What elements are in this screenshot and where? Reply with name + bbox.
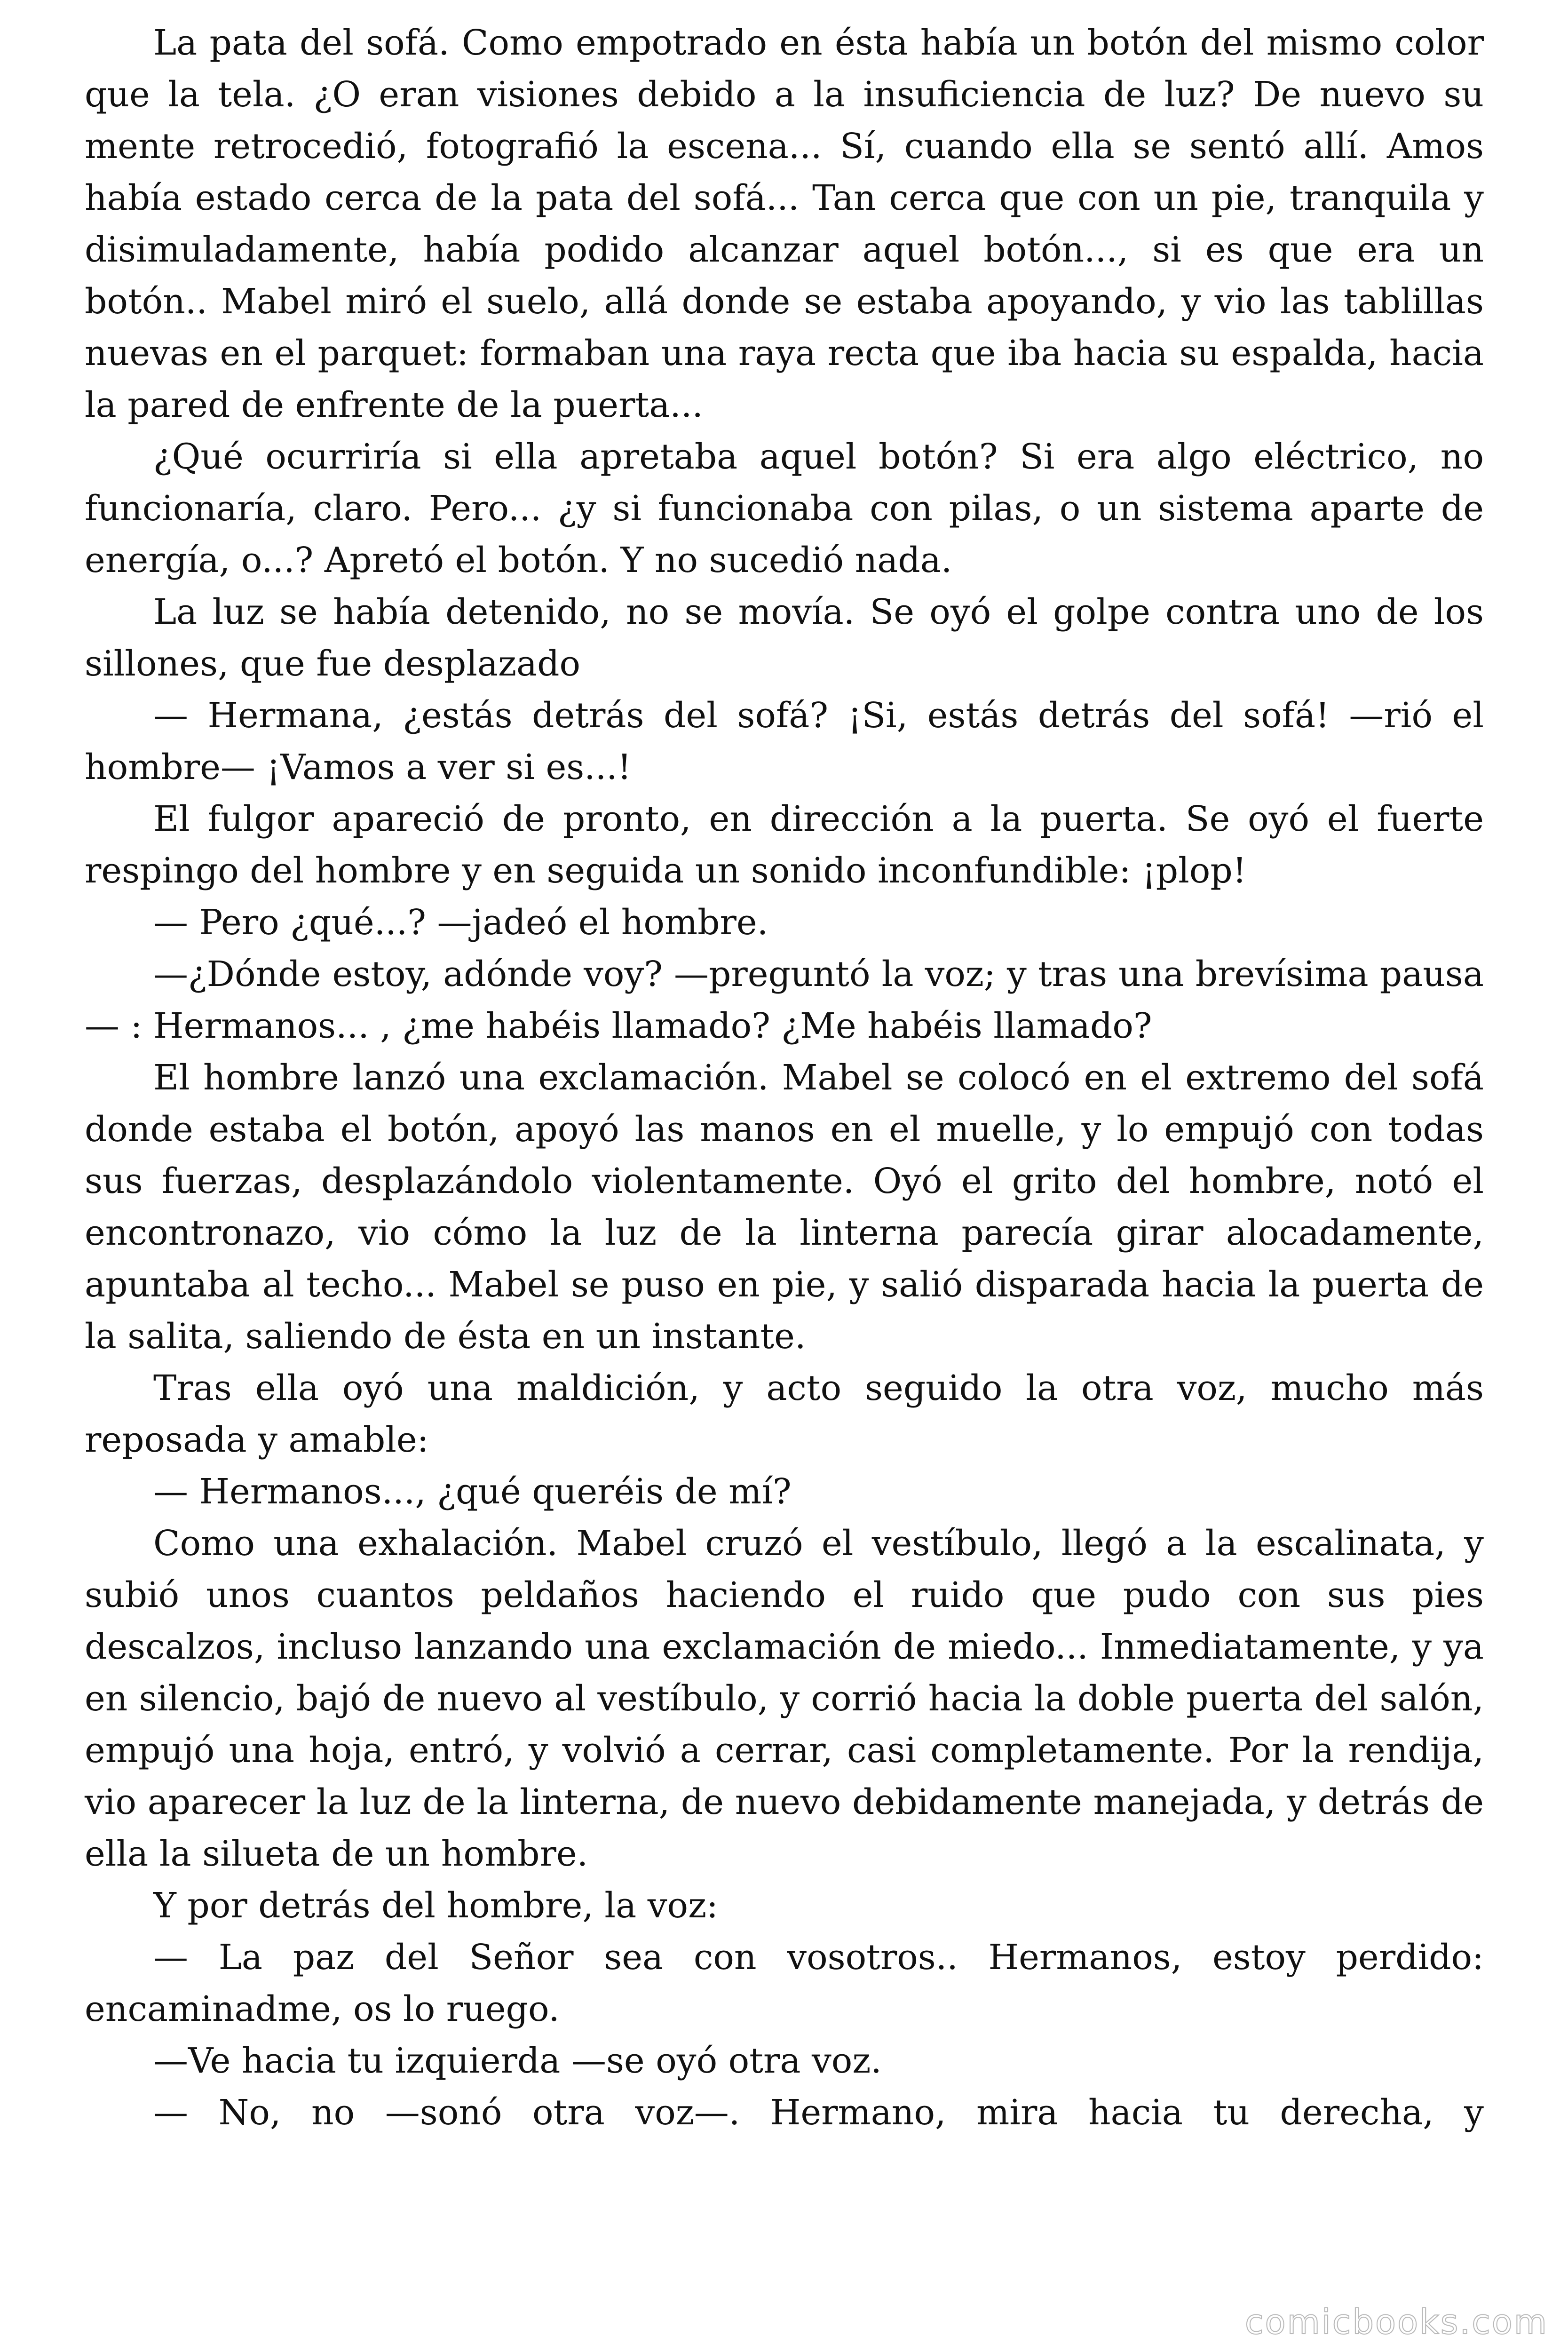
paragraph: La pata del sofá. Como empotrado en ésta había un botón del mismo color que la tela. ¿O eran visiones debido a la insuficiencia de luz? De nuevo su mente retrocedió, fotografió la escena... Sí, cuando ella se sentó allí. Amos había estado cerca de la pata del sofá... Tan cerca que con un pie, tranquila y disimuladamente, había podido alcanzar aquel botón..., si es que era un botón.. Mabel miró el suelo, allá donde se estaba apoyando, y vio las tablillas nuevas en el parquet: formaban una raya recta que iba hacia su espalda, hacia la pared de enfrente de la puerta... [85, 23, 1484, 425]
page-text [85, 17, 1484, 2138]
watermark: comicbooks.com [1244, 2302, 1548, 2342]
paragraph: La luz se había detenido, no se movía. Se oyó el golpe contra uno de los sillones, que fue desplazado [85, 592, 1484, 684]
paragraph: Tras ella oyó una maldición, y acto seguido la otra voz, mucho más reposada y amable: [85, 1368, 1484, 1460]
paragraph: — No, no —sonó otra voz—. Hermano, mira hacia tu derecha, y [153, 2092, 1484, 2133]
paragraph: Y por detrás del hombre, la voz: [153, 1885, 718, 1926]
paragraph: —¿Dónde estoy, adónde voy? —preguntó la voz; y tras una brevísima pausa — : Hermanos... , ¿me habéis llamado? ¿Me habéis llamado? [85, 954, 1484, 1046]
paragraph: — Pero ¿qué...? —jadeó el hombre. [153, 902, 768, 943]
paragraph: El fulgor apareció de pronto, en dirección a la puerta. Se oyó el fuerte respingo del hombre y en seguida un sonido inconfundible: ¡plop! [85, 799, 1484, 891]
paragraph: El hombre lanzó una exclamación. Mabel se colocó en el extremo del sofá donde estaba el botón, apoyó las manos en el muelle, y lo empujó con todas sus fuerzas, desplazándolo violentamente. Oyó el grito del hombre, notó el encontronazo, vio cómo la luz de la linterna parecía girar alocadamente, apuntaba al techo... Mabel se puso en pie, y salió disparada hacia la puerta de la salita, saliendo de ésta en un instante. [85, 1057, 1484, 1357]
paragraph: — Hermanos..., ¿qué queréis de mí? [153, 1471, 792, 1512]
paragraph: Como una exhalación. Mabel cruzó el vestíbulo, llegó a la escalinata, y subió unos cuantos peldaños haciendo el ruido que pudo con sus pies descalzos, incluso lanzando una exclamación de miedo... Inmediatamente, y ya en silencio, bajó de nuevo al vestíbulo, y corrió hacia la doble puerta del salón, empujó una hoja, entró, y volvió a cerrar, casi completamente. Por la rendija, vio aparecer la luz de la linterna, de nuevo debidamente manejada, y detrás de ella la silueta de un hombre. [85, 1523, 1484, 1874]
paragraph: — Hermana, ¿estás detrás del sofá? ¡Si, estás detrás del sofá! —rió el hombre— ¡Vamos a ver si es...! [85, 695, 1484, 787]
paragraph: ¿Qué ocurriría si ella apretaba aquel botón? Si era algo eléctrico, no funcionaría, claro. Pero... ¿y si funcionaba con pilas, o un sistema aparte de energía, o...? Apretó el botón. Y no sucedió nada. [85, 437, 1484, 580]
paragraph: — La paz del Señor sea con vosotros.. Hermanos, estoy perdido: encaminadme, os lo ruego. [85, 1937, 1484, 2029]
paragraph: —Ve hacia tu izquierda —se oyó otra voz. [153, 2041, 882, 2081]
